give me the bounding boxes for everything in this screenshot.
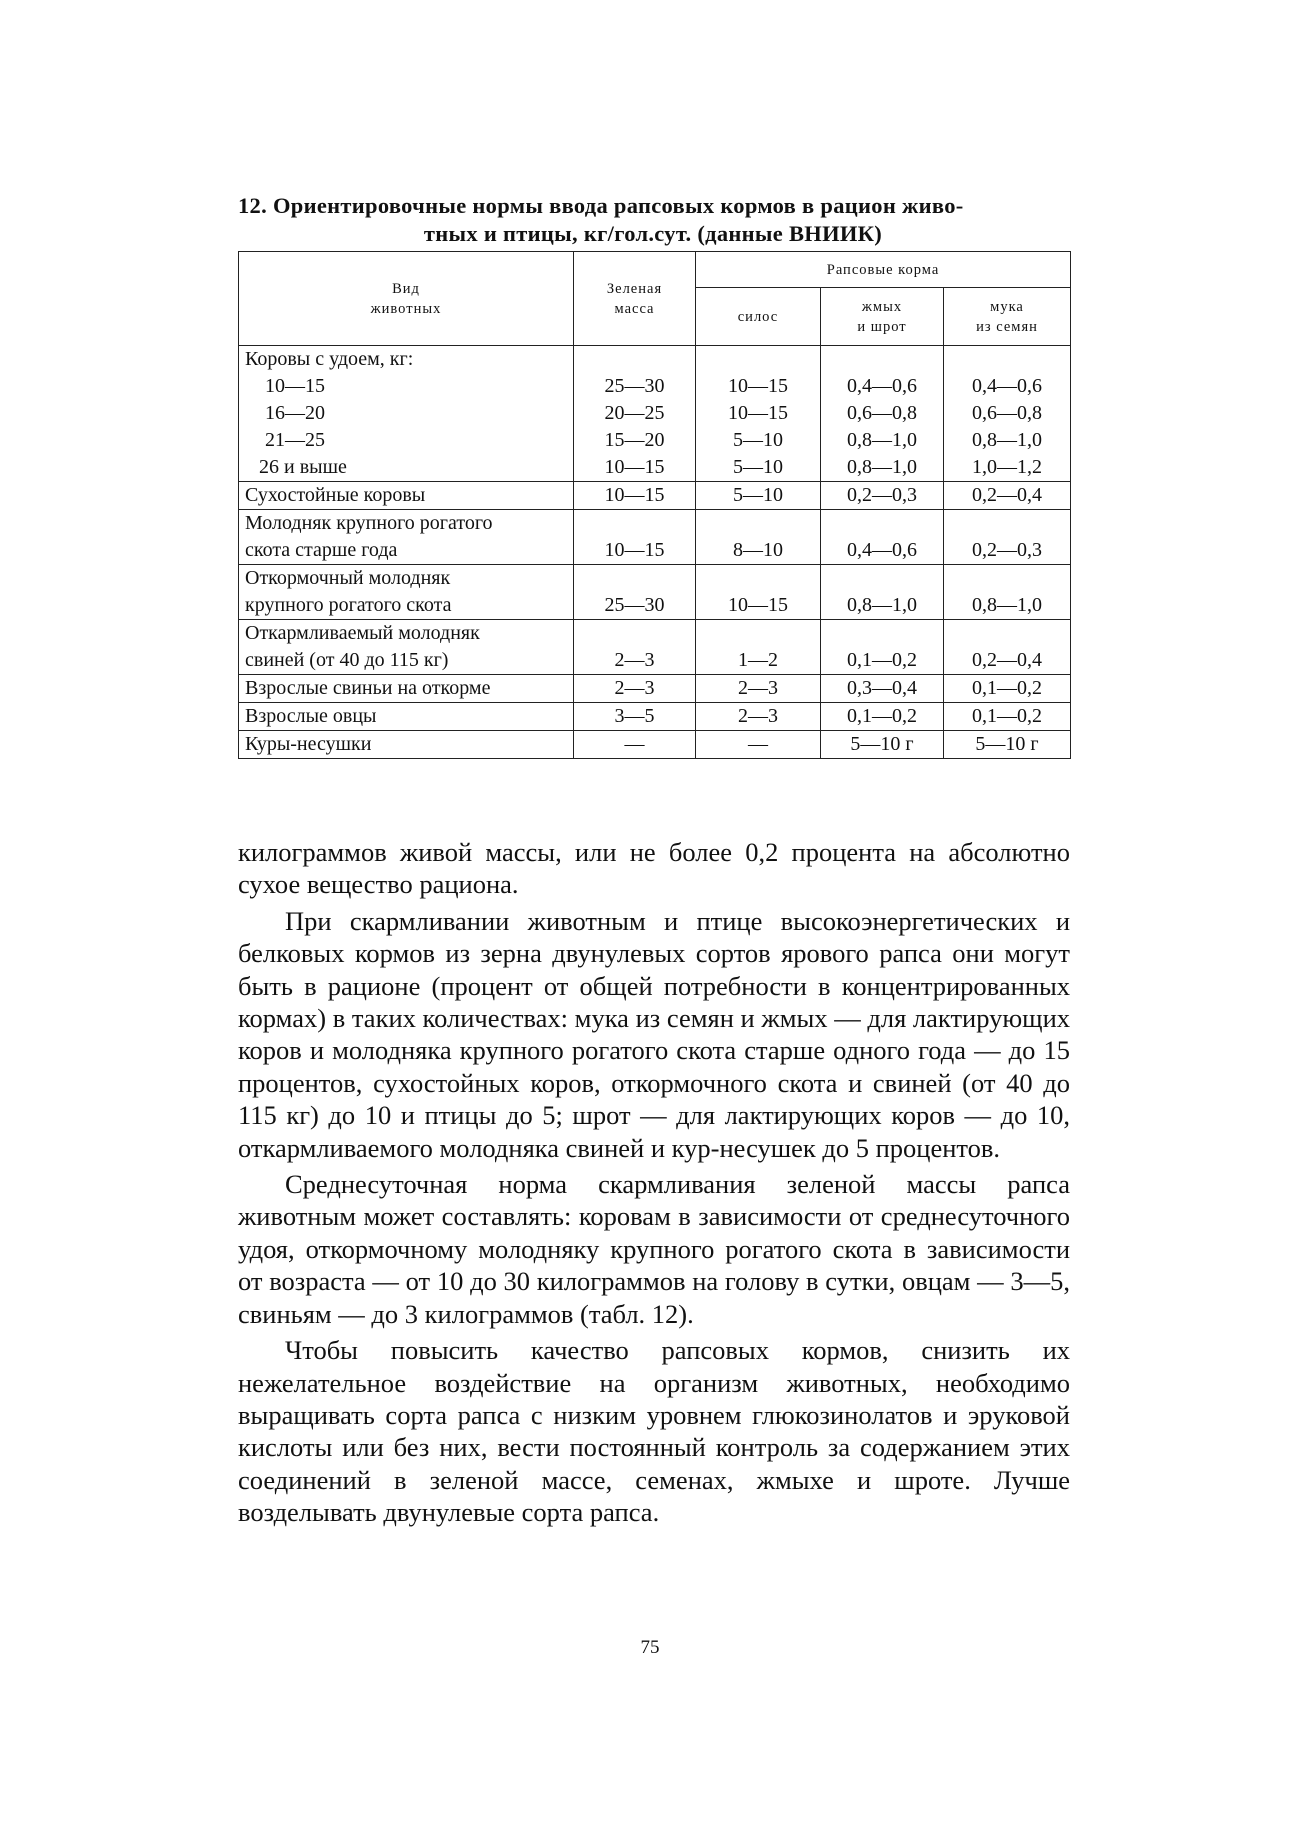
table-row (239, 675, 1071, 703)
table-row-cows (239, 346, 1071, 482)
cell-green: 10—15 (574, 510, 696, 565)
cell-silage: 2—3 (696, 703, 821, 731)
header-rapeseed-feeds: Рапсовые корма (696, 252, 1071, 288)
cell-cake: 0,8—1,0 (821, 565, 944, 620)
cows-meal-values: 0,4—0,6 0,6—0,8 0,8—1,0 1,0—1,2 (944, 346, 1071, 482)
row-label: Взрослые овцы (239, 703, 574, 731)
cell-cake: 0,1—0,2 (821, 703, 944, 731)
cell-meal: 0,1—0,2 (944, 675, 1071, 703)
cell-cake: 0,4—0,6 (821, 510, 944, 565)
header-green-mass: Зеленая масса (574, 252, 696, 346)
row-label: Откормочный молодняк крупного рогатого скота (239, 565, 574, 620)
row-label: Куры-несушки (239, 731, 574, 759)
cell-silage: 8—10 (696, 510, 821, 565)
caption-line-1: Ориентировочные нормы ввода рапсовых кормов в рацион живо- (272, 193, 964, 218)
cell-meal: 0,2—0,4 (944, 482, 1071, 510)
table-caption (238, 192, 1068, 248)
table-row (239, 731, 1071, 759)
table-row (239, 565, 1071, 620)
cell-green: 2—3 (574, 620, 696, 675)
cell-cake: 0,1—0,2 (821, 620, 944, 675)
row-label: Откармливаемый молодняк свиней (от 40 до 115 кг) (239, 620, 574, 675)
header-meal: мука из семян (944, 288, 1071, 346)
header-cake: жмых и шрот (821, 288, 944, 346)
paragraph: Среднесуточная норма скармливания зеленой массы рапса животным может составлять: коровам в зависимости от среднесуточного удоя, откормочному молодняку крупного рогатого скота в зависимости от возраста — от 10 до 30 килограммов на голову в сутки, овцам — 3—5, свиньям — до 3 килограммов (табл. 12). (238, 1169, 1070, 1329)
caption-line-2: тных и птицы, кг/гол.сут. (данные ВНИИК) (423, 221, 883, 246)
table-row (239, 510, 1071, 565)
cell-green: 25—30 (574, 565, 696, 620)
cell-silage: 2—3 (696, 675, 821, 703)
cell-silage: 5—10 (696, 482, 821, 510)
feed-norms-table (238, 251, 1071, 759)
page-number: 75 (640, 1637, 660, 1658)
cell-green: 10—15 (574, 482, 696, 510)
cell-meal: 0,1—0,2 (944, 703, 1071, 731)
header-silage: силос (696, 288, 821, 346)
paragraph-continuation: килограммов живой массы, или не более 0,2 процента на абсолютно сухое вещество рациона. (238, 837, 1070, 900)
row-label-cows: Коровы с удоем, кг: 10—15 16—20 21—25 26 и выше (239, 346, 574, 482)
cell-meal: 0,8—1,0 (944, 565, 1071, 620)
row-label: Взрослые свиньи на откорме (239, 675, 574, 703)
cell-silage: — (696, 731, 821, 759)
cell-green: — (574, 731, 696, 759)
cell-green: 2—3 (574, 675, 696, 703)
cell-cake: 0,2—0,3 (821, 482, 944, 510)
cell-silage: 10—15 (696, 565, 821, 620)
table-number: 12. (238, 193, 268, 218)
cows-green-values: 25—30 20—25 15—20 10—15 (574, 346, 696, 482)
row-label: Сухостойные коровы (239, 482, 574, 510)
paragraph: При скармливании животным и птице высокоэнергетических и белковых кормов из зерна двунулевых сортов ярового рапса они могут быть в рационе (процент от общей потребности в концентрированных кормах) в таких количествах: мука из семян и жмых — для лактирующих коров и молодняка крупного рогатого скота старше одного года — до 15 процентов, сухостойных коров, откормочного скота и свиней (от 40 до 115 кг) до 10 и птицы до 5; шрот — для лактирующих коров — до 10, откармливаемого молодняка свиней и кур-несушек до 5 процентов. (238, 905, 1070, 1163)
cell-cake: 0,3—0,4 (821, 675, 944, 703)
row-label: Молодняк крупного рогатого скота старше года (239, 510, 574, 565)
paragraph: Чтобы повысить качество рапсовых кормов, снизить их нежелательное воздействие на организм животных, необходимо выращивать сорта рапса с низким уровнем глюкозинолатов и эруковой кислоты или без них, вести постоянный контроль за содержанием этих соединений в зеленой массе, семенах, жмыхе и шроте. Лучше возделывать двунулевые сорта рапса. (238, 1335, 1070, 1528)
cell-meal: 5—10 г (944, 731, 1071, 759)
body-text (238, 836, 1070, 1533)
cell-cake: 5—10 г (821, 731, 944, 759)
cell-meal: 0,2—0,3 (944, 510, 1071, 565)
cell-silage: 1—2 (696, 620, 821, 675)
cell-meal: 0,2—0,4 (944, 620, 1071, 675)
header-animal: Вид животных (239, 252, 574, 346)
table-row (239, 703, 1071, 731)
table-row (239, 620, 1071, 675)
cell-green: 3—5 (574, 703, 696, 731)
cows-cake-values: 0,4—0,6 0,6—0,8 0,8—1,0 0,8—1,0 (821, 346, 944, 482)
cows-silage-values: 10—15 10—15 5—10 5—10 (696, 346, 821, 482)
table-row (239, 482, 1071, 510)
